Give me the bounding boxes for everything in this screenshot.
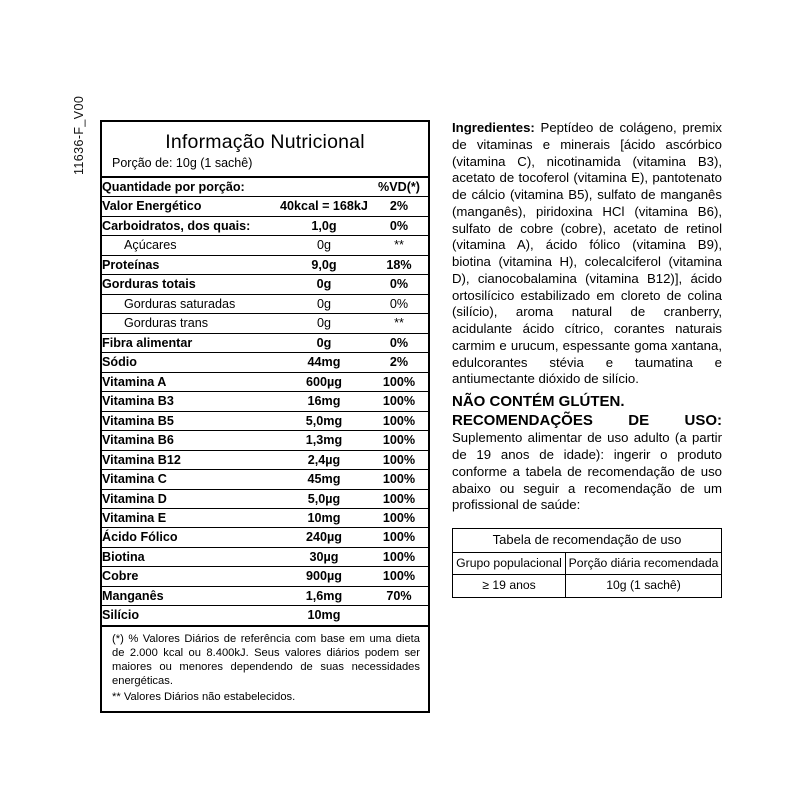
nutrition-row [102, 450, 428, 469]
nutrient-amount: 0g [278, 275, 370, 294]
nutrient-amount: 0g [278, 333, 370, 352]
footnote-2: ** Valores Diários não estabelecidos. [112, 690, 296, 703]
footnote-1: (*) % Valores Diários de referência com base em uma dieta de 2.000 kcal ou 8.400kJ. Seus valores diários podem ser maiores ou menores dependendo de suas necessidades energéticas. [112, 632, 420, 687]
nutrition-table [102, 178, 428, 625]
nutrition-row [102, 567, 428, 586]
nutrient-amount: 0g [278, 314, 370, 333]
no-gluten-statement: NÃO CONTÉM GLÚTEN. [452, 393, 625, 411]
nutrient-daily-value: 0% [370, 333, 428, 352]
nutrient-name: Valor Energético [102, 197, 278, 216]
nutrient-daily-value: 100% [370, 567, 428, 586]
nutrition-row [102, 586, 428, 605]
nutrient-amount: 10mg [307, 608, 341, 623]
nutrient-name: Vitamina B5 [102, 411, 278, 430]
nutrition-row [102, 508, 428, 527]
nutrient-daily-value: 2% [370, 353, 428, 372]
nutrient-name: Vitamina D [102, 489, 278, 508]
nutrition-row [102, 333, 428, 352]
recommendation-text: Suplemento alimentar de uso adulto (a partir de 19 anos de idade): ingerir o produto conforme a tabela de recomendação de uso abaixo ou seguir a recomendação de um profissional de saúde: [452, 430, 722, 513]
nutrient-amount: 5,0mg [278, 411, 370, 430]
nutrient-name: Gorduras trans [102, 314, 278, 333]
nutrition-row [102, 216, 428, 235]
nutrient-name: Vitamina C [102, 470, 278, 489]
nutrition-row [102, 255, 428, 274]
nutrient-amount: 9,0g [278, 255, 370, 274]
nutrient-amount: 240µg [278, 528, 370, 547]
right-column [452, 120, 722, 598]
ingredients-label: Ingredientes: [452, 120, 535, 135]
nutrition-footnotes [102, 627, 428, 711]
nutrient-name: Carboidratos, dos quais: [102, 216, 278, 235]
nutrient-amount: 0g [278, 236, 370, 255]
nutrition-header-row [102, 178, 428, 197]
nutrition-row [102, 197, 428, 216]
nutrition-row [102, 294, 428, 313]
nutrient-daily-value: 0% [370, 216, 428, 235]
nutrition-row [102, 372, 428, 391]
nutrient-name: Vitamina A [102, 372, 278, 391]
nutrition-row [102, 528, 428, 547]
nutrition-row [102, 470, 428, 489]
nutrition-row [102, 489, 428, 508]
nutrition-row [102, 606, 428, 625]
nutrition-facts-panel [100, 120, 430, 713]
nutrient-amount: 16mg [278, 392, 370, 411]
nutrient-amount: 1,6mg [278, 586, 370, 605]
header-label-value [278, 178, 370, 197]
nutrient-daily-value: ** [370, 236, 428, 255]
nutrient-name: Fibra alimentar [102, 333, 278, 352]
portion-text: Porção de: 10g (1 sachê) [112, 156, 253, 170]
side-code: 11636-F_V00 [72, 95, 86, 175]
nutrient-amount: 44mg [278, 353, 370, 372]
nutrient-amount: 2,4µg [278, 450, 370, 469]
nutrient-daily-value: 18% [370, 255, 428, 274]
nutrition-title: Informação Nutricional [165, 131, 365, 153]
nutrient-name: Biotina [102, 547, 278, 566]
nutrient-name: Gorduras saturadas [102, 294, 278, 313]
nutrient-daily-value: ** [370, 314, 428, 333]
recommendation-col-portion: Porção diária recomendada [566, 552, 721, 574]
nutrient-name: Ácido Fólico [102, 528, 278, 547]
nutrient-daily-value [370, 606, 428, 625]
nutrient-name: Gorduras totais [102, 275, 278, 294]
nutrient-daily-value: 100% [370, 547, 428, 566]
nutrient-name: Silício [102, 608, 140, 623]
nutrient-daily-value: 100% [370, 528, 428, 547]
recommendation-col-group: Grupo populacional [453, 552, 566, 574]
nutrient-name: Vitamina B6 [102, 431, 278, 450]
nutrient-daily-value: 2% [370, 197, 428, 216]
ingredients-paragraph [452, 120, 722, 388]
recommendation-label: RECOMENDAÇÕES DE USO: [452, 412, 722, 430]
nutrient-amount: 45mg [278, 470, 370, 489]
nutrient-daily-value: 100% [370, 411, 428, 430]
nutrient-daily-value: 100% [370, 392, 428, 411]
nutrient-amount: 10mg [278, 508, 370, 527]
nutrient-amount: 5,0µg [278, 489, 370, 508]
nutrient-name: Proteínas [102, 255, 278, 274]
nutrient-daily-value: 100% [370, 470, 428, 489]
ingredients-text: Peptídeo de colágeno, premix de vitaminas e minerais [ácido ascórbico (vitamina C), nicotinamida (vitamina B3), acetato de tocoferol (vitamina E), pantotenato de cálcio (vitamina B5), sulfato de manganês (manganês), piridoxina HCl (vitamina B6), sulfato de cobre (cobre), acetato de retinol (vitamina A), ácido fólico (vitamina B9), biotina (vitamina H), colecalciferol (vitamina D), cianocobalamina (vitamina B12)], ácido ortosilícico estabilizado em cloreto de colina (silício), aroma natural de cranberry, acidulante ácido cítrico, corantes naturais carmim e urucum, espessante goma xantana, edulcorantes stévia e taumatina e antiumectante dióxido de silício. [452, 120, 722, 387]
nutrient-amount: 1,3mg [278, 431, 370, 450]
nutrient-daily-value: 0% [370, 294, 428, 313]
nutrition-row [102, 275, 428, 294]
nutrient-amount: 30µg [278, 547, 370, 566]
recommendation-row-portion: 10g (1 sachê) [606, 578, 681, 593]
nutrient-daily-value: 100% [370, 489, 428, 508]
nutrient-amount: 900µg [278, 567, 370, 586]
recommendation-row-group: ≥ 19 anos [453, 575, 566, 597]
nutrient-amount: 600µg [278, 372, 370, 391]
nutrient-name: Cobre [102, 567, 278, 586]
nutrition-row [102, 314, 428, 333]
nutrition-row [102, 236, 428, 255]
nutrient-name: Manganês [102, 586, 278, 605]
nutrient-amount: 40kcal = 168kJ [278, 197, 370, 216]
nutrient-amount: 1,0g [278, 216, 370, 235]
nutrition-row [102, 392, 428, 411]
nutrition-row [102, 411, 428, 430]
recommendation-table-title: Tabela de recomendação de uso [453, 529, 721, 552]
nutrient-name: Vitamina B12 [102, 450, 278, 469]
nutrient-daily-value: 100% [370, 508, 428, 527]
nutrient-name: Sódio [102, 353, 278, 372]
header-label-quantity: Quantidade por porção: [102, 178, 278, 197]
nutrition-row [102, 353, 428, 372]
nutrient-amount: 0g [278, 294, 370, 313]
nutrition-row [102, 547, 428, 566]
nutrient-name: Vitamina B3 [102, 392, 278, 411]
nutrient-daily-value: 100% [370, 431, 428, 450]
nutrient-daily-value: 0% [370, 275, 428, 294]
nutrient-daily-value: 70% [370, 586, 428, 605]
nutrition-row [102, 431, 428, 450]
header-label-vd: %VD(*) [370, 178, 428, 197]
nutrient-name: Vitamina E [102, 508, 278, 527]
recommendation-paragraph [452, 411, 722, 514]
nutrient-daily-value: 100% [370, 450, 428, 469]
recommendation-table [452, 528, 722, 597]
nutrient-daily-value: 100% [370, 372, 428, 391]
nutrient-name: Açúcares [102, 236, 278, 255]
